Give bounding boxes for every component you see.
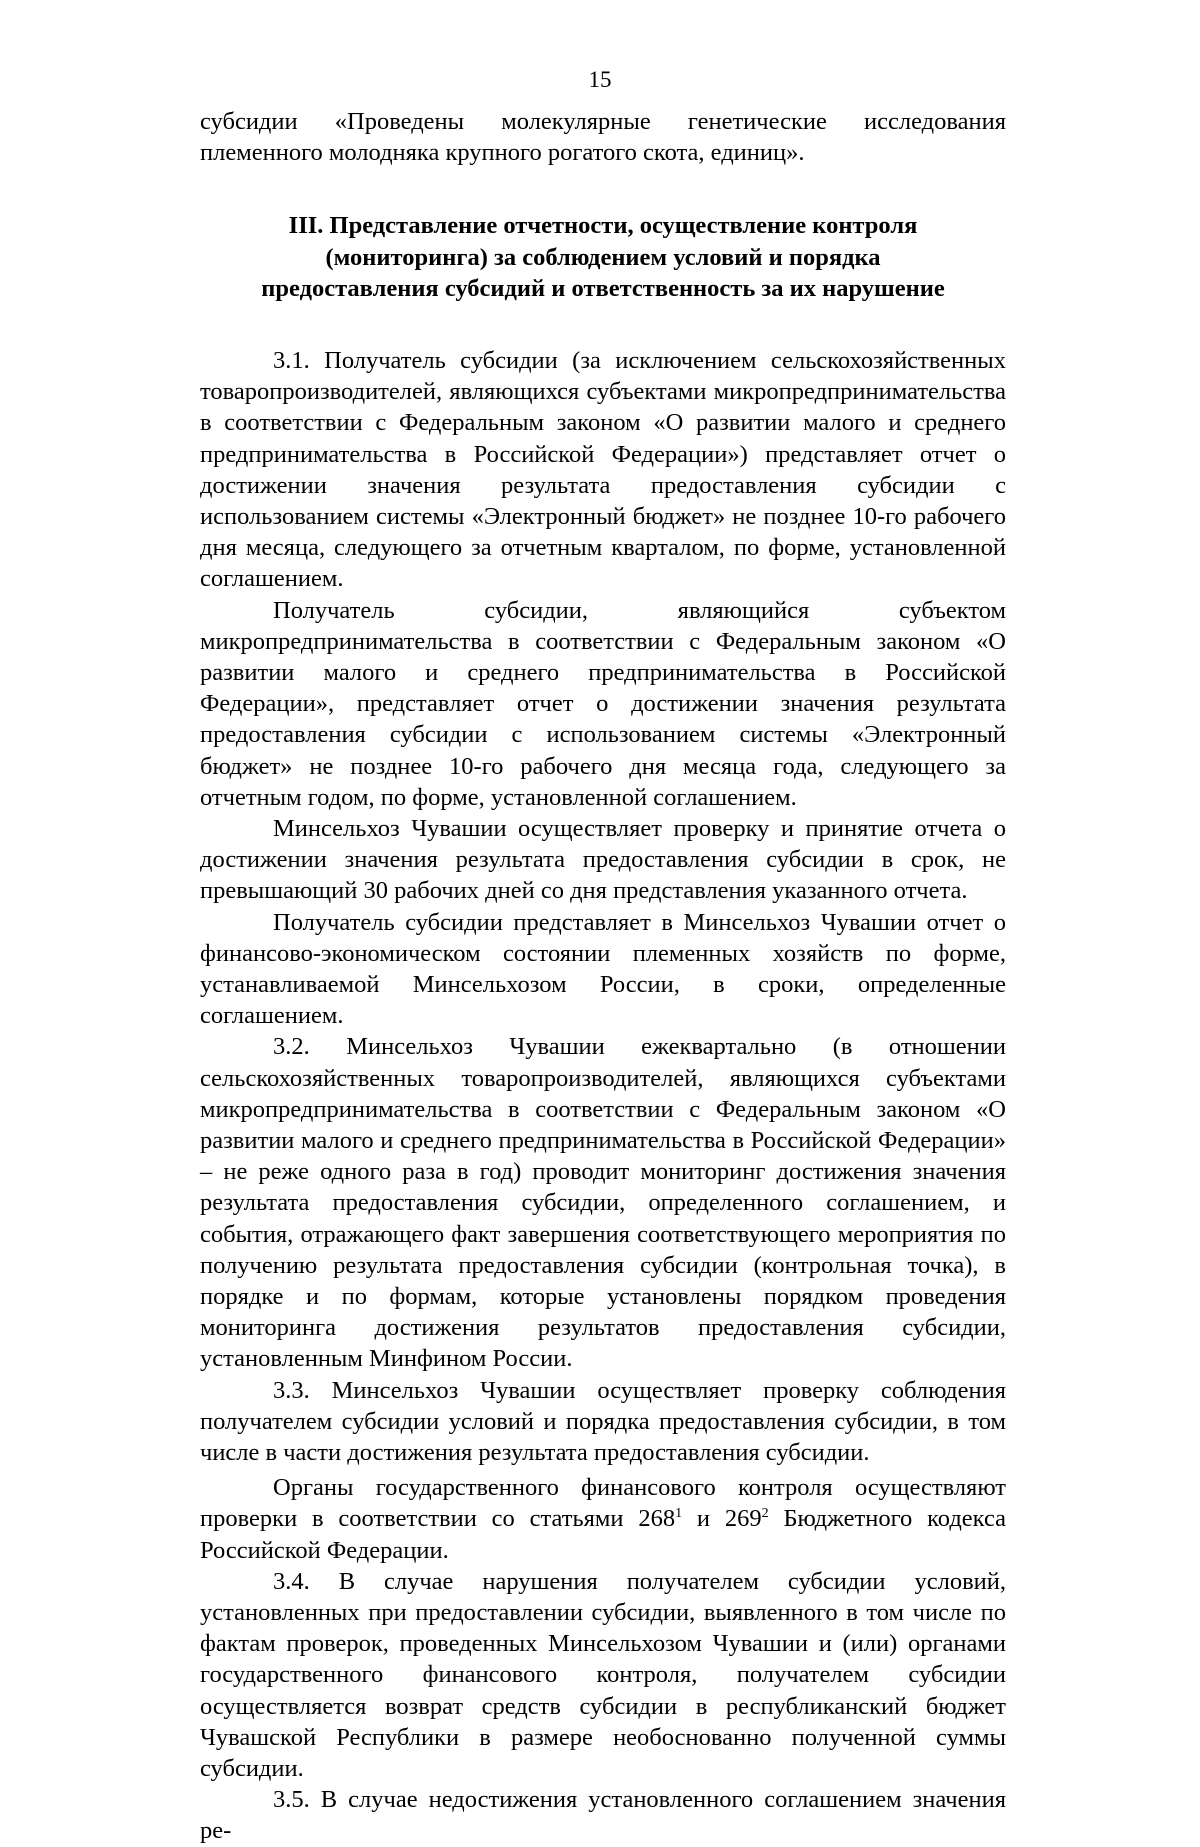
paragraph-3-3-control [200, 1472, 1006, 1566]
document-body [200, 106, 1006, 1847]
section-heading-line-1: III. Представление отчетности, осуществление контроля [288, 212, 918, 240]
paragraph-3-3: 3.3. Минсельхоз Чувашии осуществляет проверку соблюдения получателем субсидии условий и порядка предоставления субсидии, в том числе в части достижения результата предоставления субсидии. [200, 1376, 1006, 1467]
paragraph-3-1: 3.1. Получатель субсидии (за исключением сельскохозяйственных товаропроизводителей, являющихся субъектами микропредпринимательства в соответствии с Федеральным законом «О развитии малого и среднего предпринимательства в Российской Федерации») представляет отчет о достижении значения результата предоставления субсидии с использованием системы «Электронный бюджет» не позднее 10-го рабочего дня месяца, следующего за отчетным кварталом, по форме, установленной соглашением. [200, 346, 1006, 593]
paragraph-3-1-review: Минсельхоз Чувашии осуществляет проверку и принятие отчета о достижении значения результата предоставления субсидии в срок, не превышающий 30 рабочих дней со дня представления указанного отчета. [200, 814, 1006, 905]
paragraph-3-3-control-text-2: и 269 [682, 1505, 762, 1533]
paragraph-3-1-micro: Получатель субсидии, являющийся субъектом микропредпринимательства в соответствии с Федеральным законом «О развитии малого и среднего предпринимательства в Российской Федерации», представляет отчет о достижении значения результата предоставления субсидии с использованием системы «Электронный бюджет» не позднее 10-го рабочего дня месяца года, следующего за отчетным годом, по форме, установленной соглашением. [200, 596, 1006, 811]
paragraph-3-3-control-text-1: Органы государственного финансового контроля осуществляют проверки в соответствии со статьями 268 [200, 1474, 1006, 1533]
paragraph-3-4: 3.4. В случае нарушения получателем субсидии условий, установленных при предоставлении субсидии, выявленного в том числе по фактам проверок, проведенных Минсельхозом Чувашии и (или) органами государственного финансового контроля, получателем субсидии осуществляется возврат средств субсидии в республиканский бюджет Чувашской Республики в размере необоснованно полученной суммы субсидии. [200, 1567, 1006, 1783]
section-heading-line-3: предоставления субсидий и ответственность за их нарушение [261, 275, 945, 303]
superscript-1: 1 [675, 1506, 683, 1522]
intro-paragraph: субсидии «Проведены молекулярные генетические исследования племенного молодняка крупного рогатого скота, единиц». [200, 108, 1006, 167]
page-number: 15 [588, 67, 612, 92]
paragraph-3-1-financial-report: Получатель субсидии представляет в Минсельхоз Чувашии отчет о финансово-экономическом состоянии племенных хозяйств по форме, устанавливаемой Минсельхозом России, в сроки, определенные соглашением. [200, 908, 1006, 1030]
superscript-2: 2 [761, 1506, 769, 1522]
paragraph-3-5: 3.5. В случае недостижения установленного соглашением значения ре- [200, 1786, 1006, 1845]
section-heading [200, 210, 1006, 305]
section-heading-line-2: (мониторинга) за соблюдением условий и порядка [325, 243, 881, 271]
paragraph-3-2: 3.2. Минсельхоз Чувашии ежеквартально (в отношении сельскохозяйственных товаропроизводителей, являющихся субъектами микропредпринимательства в соответствии с Федеральным законом «О развитии малого и среднего предпринимательства в Российской Федерации» – не реже одного раза в год) проводит мониторинг достижения значения результата предоставления субсидии, определенного соглашением, и события, отражающего факт завершения соответствующего мероприятия по получению результата предоставления субсидии (контрольная точка), в порядке и по формам, которые установлены порядком проведения мониторинга достижения результатов предоставления субсидии, установленным Минфином России. [200, 1033, 1006, 1373]
paragraph-3-3-control-text-3: Бюджетного кодекса Российской Федерации. [200, 1505, 1006, 1564]
